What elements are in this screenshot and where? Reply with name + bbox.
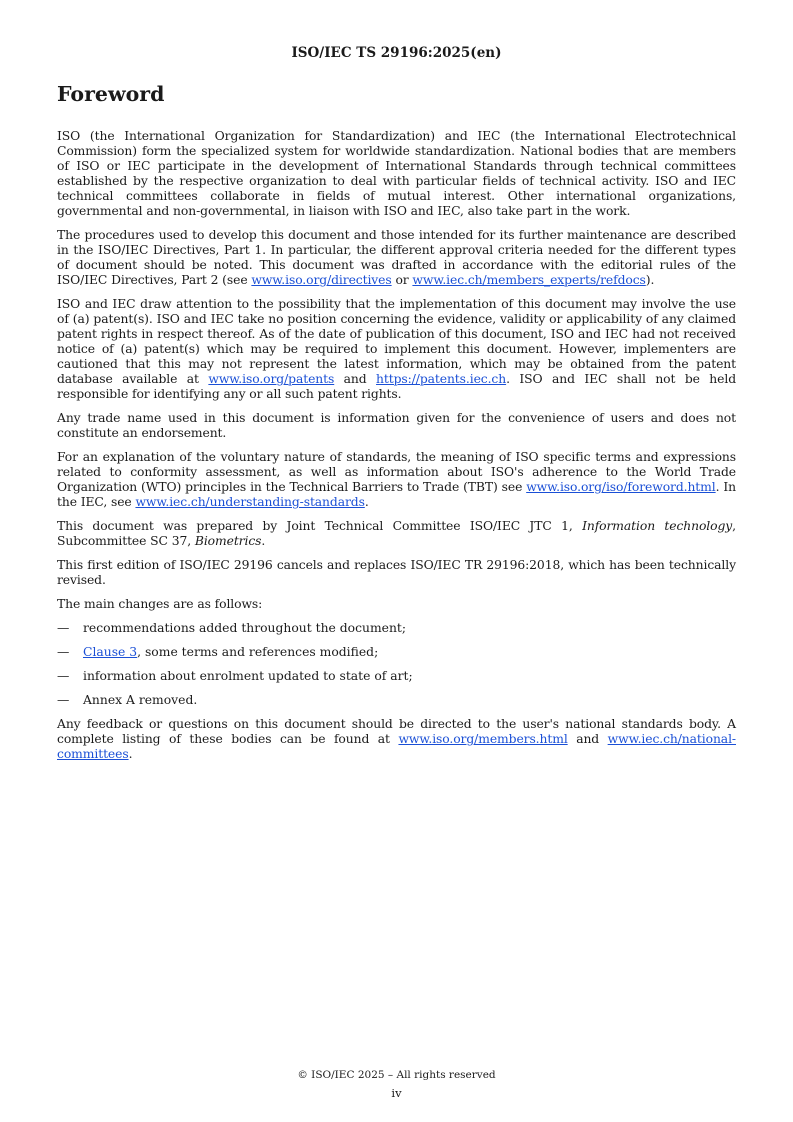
link-iso-foreword[interactable]: www.iso.org/iso/foreword.html: [526, 480, 716, 494]
paragraph-text: .: [128, 747, 133, 761]
paragraph-text: The procedures used to develop this document and those intended for its further maintenance are described in the ISO/IEC Directives, Part 1. In particular, the different approval criteria needed for the different types of document should be noted. This document was drafted in accordance with the editorial rules of the ISO/IEC Directives, Part 2 (see: [57, 228, 736, 287]
paragraph-text: Any trade name used in this document is information given for the convenience of users and does not constitute an endorsement.: [57, 411, 736, 440]
copyright-notice: © ISO/IEC 2025 – All rights reserved: [297, 1069, 496, 1081]
list-item-text: information about enrolment updated to state of art;: [83, 669, 413, 683]
list-item: [57, 621, 736, 636]
document-id-header: ISO/IEC TS 29196:2025(en): [291, 45, 502, 61]
paragraph-text: This document was prepared by Joint Technical Committee ISO/IEC JTC 1,: [57, 519, 583, 533]
paragraph-text: and: [334, 372, 377, 386]
paragraph-trade-name: [57, 411, 736, 441]
paragraph-feedback: [57, 717, 736, 762]
list-item-text: Annex A removed.: [83, 693, 198, 707]
dash-bullet: —: [57, 669, 70, 683]
paragraph-patents: [57, 297, 736, 402]
paragraph-text: and: [567, 732, 608, 746]
paragraph-prepared-by: [57, 519, 736, 549]
paragraph-text: ISO and IEC draw attention to the possibility that the implementation of this document may involve the use of (a) patent(s). ISO and IEC take no position concerning the evidence, validity or applicability of any claimed patent rights in respect thereof. As of the date of publication of this document, ISO and IEC had not received notice of (a) patent(s) which may be required to implement this document. However, implementers are cautioned that this may not represent the latest information, which may be obtained from the patent database available at: [57, 297, 736, 386]
dash-bullet: —: [57, 693, 70, 707]
paragraph-organizations: [57, 129, 736, 219]
paragraph-text: . In the IEC, see: [57, 480, 736, 509]
dash-bullet: —: [57, 645, 70, 659]
paragraph-text: This first edition of ISO/IEC 29196 cancels and replaces ISO/IEC TR 29196:2018, which has been technically revised.: [57, 558, 736, 587]
paragraph-text: .: [364, 495, 369, 509]
paragraph-text: ISO (the International Organization for Standardization) and IEC (the International Electrotechnical Commission) form the specialized system for worldwide standardization. National bodies that are members of ISO or IEC participate in the development of International Standards through technical committees established by the respective organization to deal with particular fields of technical activity. ISO and IEC technical committees collaborate in fields of mutual interest. Other international organizations, governmental and non-governmental, in liaison with ISO and IEC, also take part in the work.: [57, 129, 736, 218]
paragraph-text: .: [261, 534, 266, 548]
paragraph-text: The main changes are as follows:: [57, 597, 263, 611]
link-iec-refdocs[interactable]: www.iec.ch/members_experts/refdocs: [412, 273, 646, 287]
paragraph-text: Any feedback or questions on this document should be directed to the user's national standards body. A complete listing of these bodies can be found at: [57, 717, 736, 746]
link-iec-understanding-standards[interactable]: www.iec.ch/understanding-standards: [135, 495, 365, 509]
paragraph-text: For an explanation of the voluntary nature of standards, the meaning of ISO specific terms and expressions related to conformity assessment, as well as information about ISO's adherence to the World Trade Organization (WTO) principles in the Technical Barriers to Trade (TBT) see: [57, 450, 736, 494]
italic-subcommittee-name: Biometrics: [194, 534, 262, 548]
link-iso-patents[interactable]: www.iso.org/patents: [208, 372, 335, 386]
dash-bullet: —: [57, 621, 70, 635]
page-number: iv: [391, 1086, 402, 1100]
list-item-text-rest: , some terms and references modified;: [137, 645, 379, 659]
link-iso-directives[interactable]: www.iso.org/directives: [251, 273, 392, 287]
paragraph-text: , Subcommittee SC 37,: [57, 519, 736, 548]
changes-list: [57, 621, 736, 708]
paragraph-edition: [57, 558, 736, 588]
link-iso-members[interactable]: www.iso.org/members.html: [398, 732, 568, 746]
list-item: [57, 645, 736, 660]
list-item-text: recommendations added throughout the document;: [83, 621, 407, 635]
paragraph-voluntary-nature: [57, 450, 736, 510]
italic-committee-name: Information technology: [582, 519, 733, 533]
page-title: Foreword: [57, 82, 165, 106]
foreword-body: [57, 129, 736, 771]
link-iec-national-committees[interactable]: www.iec.ch/national-committees: [57, 732, 736, 761]
paragraph-text: ).: [645, 273, 655, 287]
paragraph-text: . ISO and IEC shall not be held responsible for identifying any or all such patent rights.: [57, 372, 736, 401]
paragraph-procedures: [57, 228, 736, 288]
paragraph-text: or: [391, 273, 413, 287]
link-iec-patents[interactable]: https://patents.iec.ch: [376, 372, 507, 386]
link-clause-3[interactable]: Clause 3: [83, 645, 138, 659]
paragraph-changes-intro: [57, 597, 736, 612]
list-item: [57, 669, 736, 684]
page-footer: [0, 1066, 793, 1102]
list-item: [57, 693, 736, 708]
list-item-text: [83, 645, 378, 660]
